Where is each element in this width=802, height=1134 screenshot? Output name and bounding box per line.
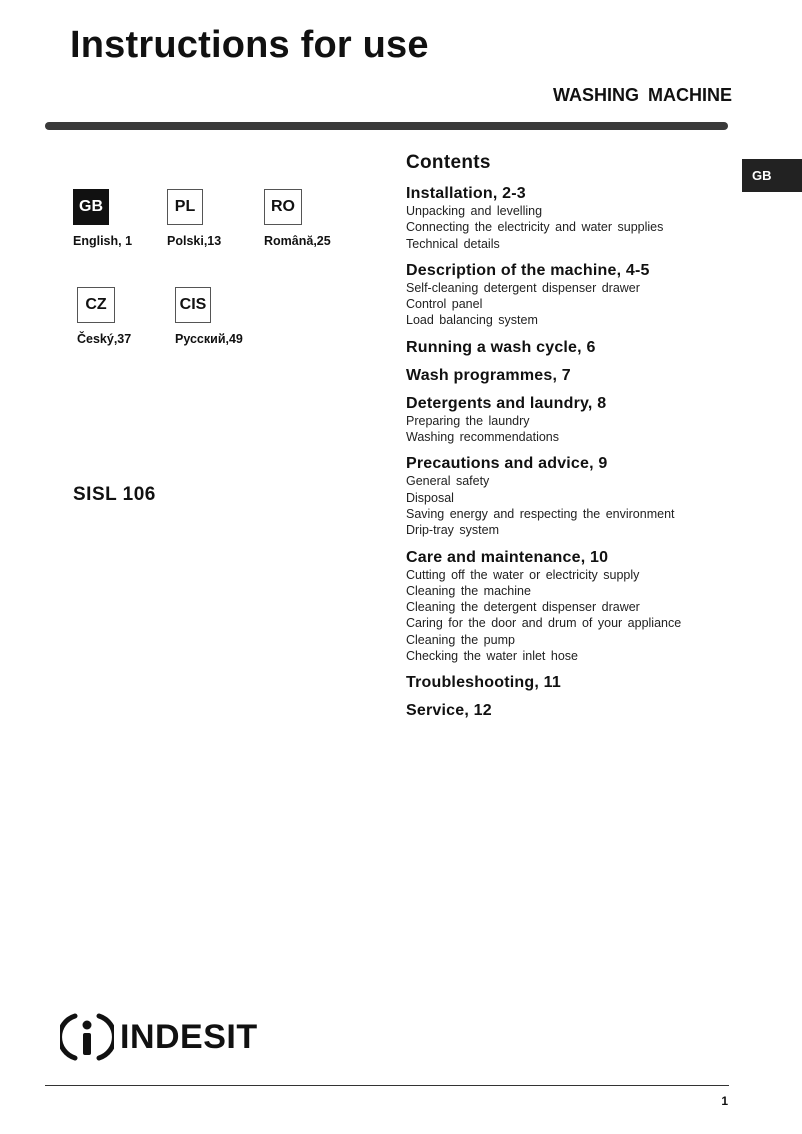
toc-item[interactable]: Caring for the door and drum of your appliance [406,616,682,631]
toc-item[interactable]: Drip-tray system [406,523,499,538]
language-code-box: RO [264,189,302,225]
language-code-box: GB [73,189,109,225]
page-number: 1 [721,1094,728,1108]
language-label: English, 1 [73,234,133,248]
toc-item[interactable]: Self-cleaning detergent dispenser drawer [406,280,640,295]
toc-section-title[interactable]: Troubleshooting, 11 [406,674,561,692]
toc-section-title[interactable]: Service, 12 [406,702,492,720]
toc-item[interactable]: Cutting off the water or electricity supply [406,567,640,582]
toc-item[interactable]: Load balancing system [406,313,538,328]
indesit-logo-icon [60,1010,114,1064]
toc-section-care [406,548,736,665]
toc-section-title[interactable]: Installation, 2-3 [406,185,526,202]
toc-section-title[interactable]: Description of the machine, 4-5 [406,261,650,279]
brand-logo [60,1010,258,1064]
document-subtitle: WASHING MACHINE [553,85,732,105]
language-code-box: PL [167,189,203,225]
toc-section-description [406,261,736,329]
language-ro[interactable] [264,189,384,248]
language-cis[interactable] [175,287,295,346]
brand-logo-text: INDESIT [120,1017,258,1056]
language-label: Polski,13 [167,234,222,248]
toc-item[interactable]: Control panel [406,297,483,312]
toc-section-installation [406,184,736,252]
toc-section-service [406,701,736,720]
model-number: SISL 106 [73,484,156,505]
toc-section-title[interactable]: Detergents and laundry, 8 [406,394,607,412]
toc-item[interactable]: Technical details [406,236,500,251]
toc-item[interactable]: Preparing the laundry [406,413,530,428]
language-label: Română,25 [264,234,331,248]
table-of-contents [406,152,736,729]
language-label: Český,37 [77,332,132,346]
toc-item[interactable]: Washing recommendations [406,430,559,445]
language-side-tab [742,159,802,192]
header-divider [45,122,728,130]
language-label: Русский,49 [175,332,243,346]
side-tab-label: GB [752,168,772,183]
toc-item[interactable]: Connecting the electricity and water supplies [406,220,664,235]
toc-section-troubleshooting [406,673,736,692]
language-code-box: CZ [77,287,115,323]
toc-section-title[interactable]: Running a wash cycle, 6 [406,338,596,356]
toc-section-title[interactable]: Care and maintenance, 10 [406,548,609,566]
toc-item[interactable]: Cleaning the machine [406,583,531,598]
footer-divider [45,1085,729,1086]
toc-section-programmes [406,366,736,385]
toc-item[interactable]: Saving energy and respecting the environment [406,506,675,521]
toc-item[interactable]: Unpacking and levelling [406,204,543,218]
toc-item[interactable]: Cleaning the detergent dispenser drawer [406,600,640,615]
language-code-box: CIS [175,287,211,323]
page-title: Instructions for use [70,24,429,66]
toc-item[interactable]: General safety [406,474,490,489]
toc-section-precautions [406,454,736,538]
toc-section-title[interactable]: Precautions and advice, 9 [406,455,608,473]
toc-section-running [406,338,736,357]
toc-item[interactable]: Disposal [406,490,454,505]
toc-section-title[interactable]: Wash programmes, 7 [406,366,571,384]
toc-section-detergents [406,394,736,446]
toc-item[interactable]: Cleaning the pump [406,632,515,647]
contents-title: Contents [406,152,491,173]
toc-item[interactable]: Checking the water inlet hose [406,649,578,664]
